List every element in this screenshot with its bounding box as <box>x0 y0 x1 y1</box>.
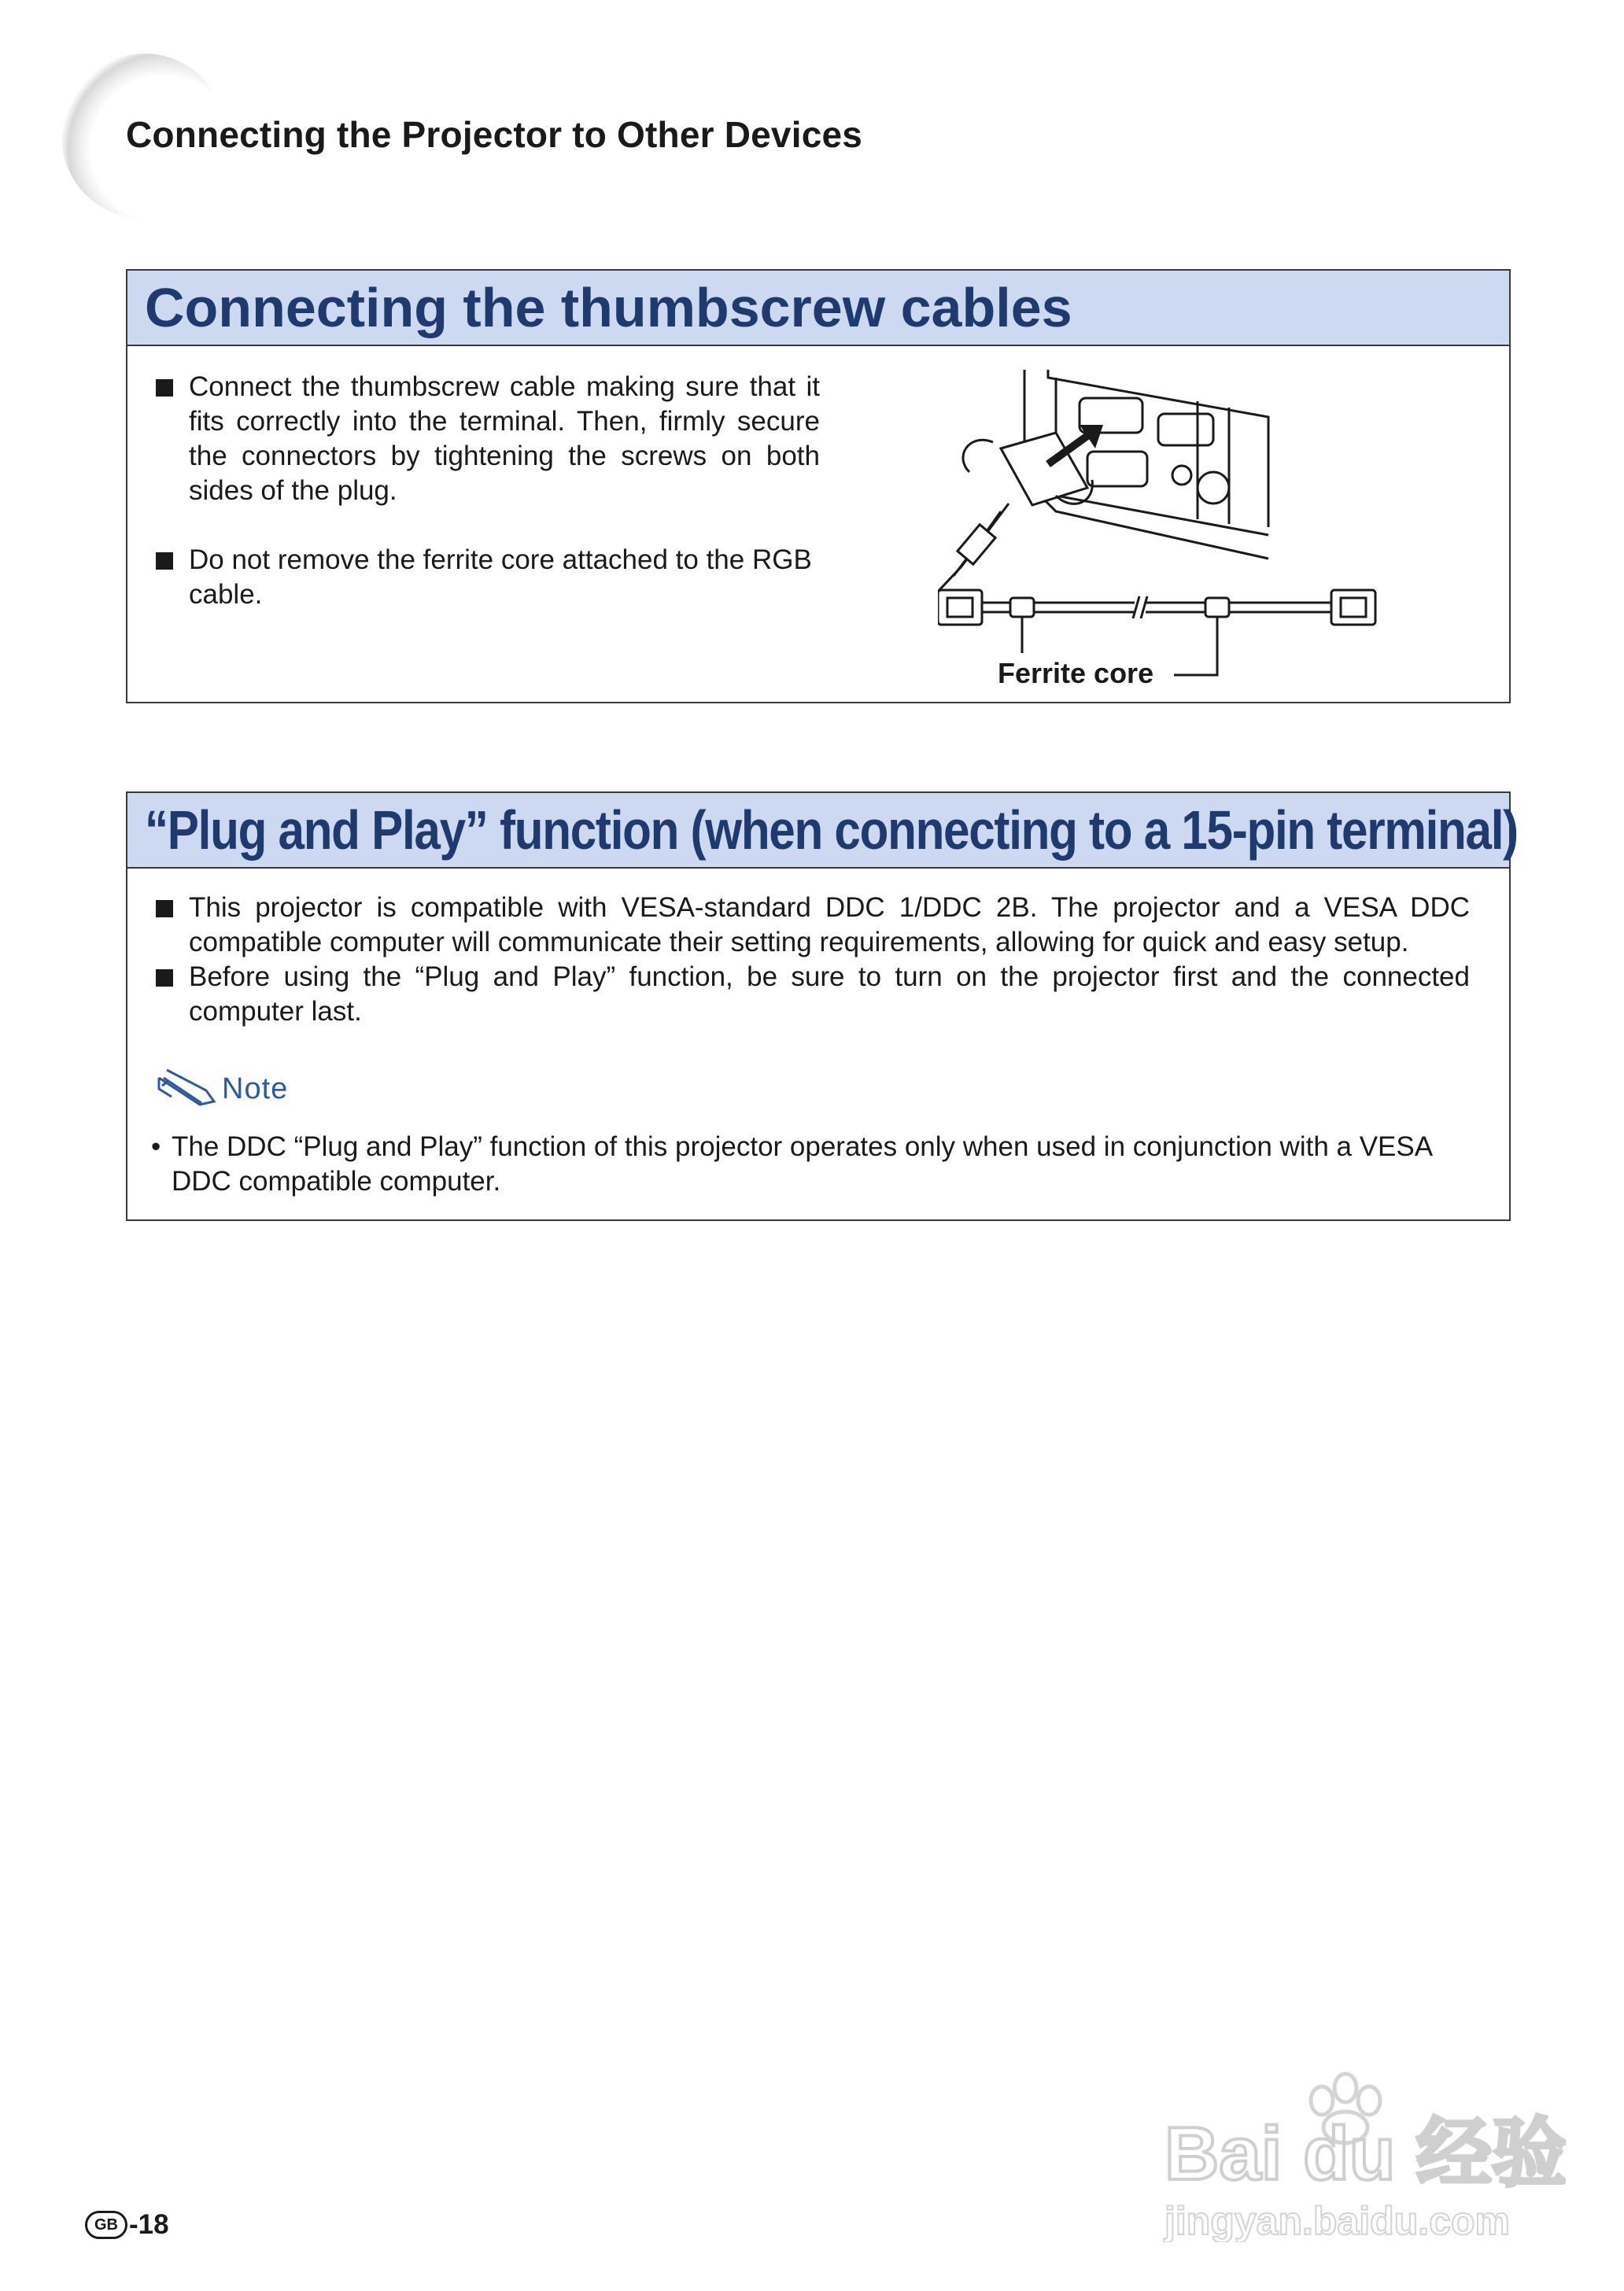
note-heading <box>156 1065 288 1112</box>
list-item: Connect the thumbscrew cable making sure that it fits correctly into the terminal. Then, firmly secure the connectors by tightening the screws on both sides of the plug. <box>127 370 820 508</box>
section-title: “Plug and Play” function (when connecting to a 15-pin terminal) <box>145 799 1518 861</box>
square-bullet-icon <box>156 552 173 570</box>
square-bullet-icon <box>156 379 173 397</box>
list-item: Do not remove the ferrite core attached to the RGB cable. <box>127 543 820 612</box>
gb-badge: GB <box>85 2211 127 2239</box>
section-title: Connecting the thumbscrew cables <box>145 277 1072 338</box>
ferrite-core-label: Ferrite core <box>998 657 1154 689</box>
section-title-bar <box>127 793 1518 869</box>
paw-logo-icon <box>1157 2061 1566 2242</box>
square-bullet-icon <box>156 900 173 917</box>
dot-bullet-icon: • <box>151 1131 161 1162</box>
connector-illustration <box>938 370 1379 695</box>
watermark-url: jingyan.baidu.com <box>1164 2199 1510 2242</box>
note-item: • The DDC “Plug and Play” function of this projector operates only when used in conjunction with a VESA DDC compatible computer. <box>151 1131 1432 1197</box>
section-plug-and-play <box>126 791 1518 1221</box>
baidu-watermark <box>1157 2061 1566 2242</box>
list-item: This projector is compatible with VESA-standard DDC 1/DDC 2B. The projector and a VESA DDC compatible computer will communicate their setting requirements, allowing for quick and easy setup. <box>127 891 1470 960</box>
note-label: Note <box>222 1072 289 1105</box>
page-number-text: -18 <box>129 2209 169 2240</box>
section-thumbscrew-cables <box>126 269 1511 703</box>
section-title-bar <box>127 271 1509 346</box>
page-heading: Connecting the Projector to Other Devices <box>126 114 863 155</box>
square-bullet-icon <box>156 969 173 987</box>
page-number <box>85 2209 169 2241</box>
bullet-list <box>127 891 1470 1029</box>
list-item: Before using the “Plug and Play” function, be sure to turn on the projector first and the connected computer last. <box>127 960 1470 1029</box>
bullet-list <box>127 370 820 612</box>
watermark-brand: Bai du 经验 <box>1164 2112 1566 2196</box>
thumbscrew-cable-diagram <box>938 370 1379 695</box>
pencil-note-icon <box>156 1065 217 1112</box>
